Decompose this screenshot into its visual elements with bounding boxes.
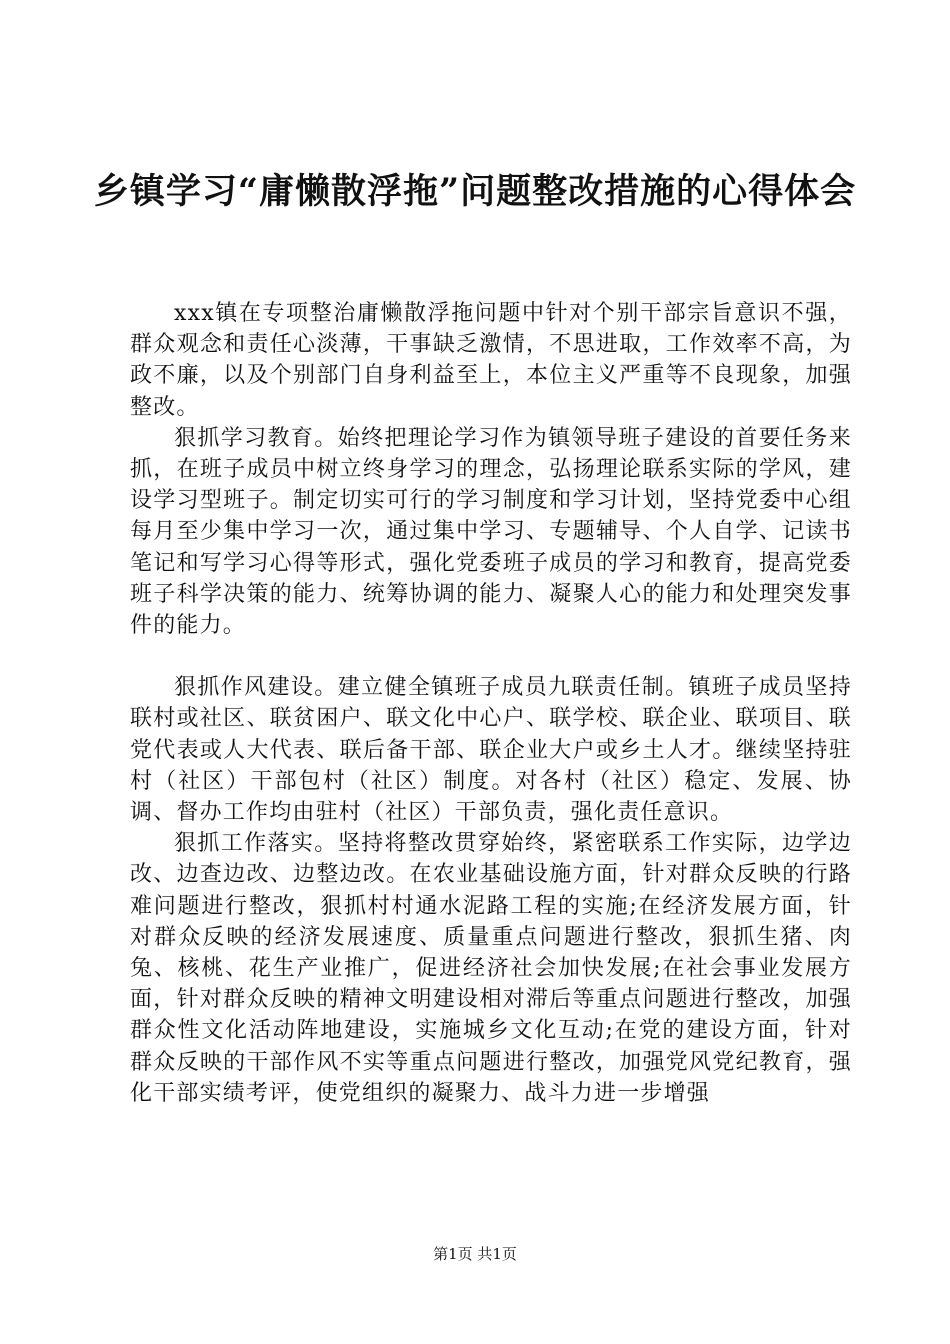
document-title: 乡镇学习“庸懒散浮拖”问题整改措施的心得体会 <box>93 171 857 212</box>
paragraph-study-education: 狠抓学习教育。始终把理论学习作为镇领导班子建设的首要任务来抓，在班子成员中树立终身学习的理念，弘扬理论联系实际的学风，建设学习型班子。制定切实可行的学习制度和学习计划，坚持党委中心组每月至少集中学习一次，通过集中学习、专题辅导、个人自学、记读书笔记和写学习心得等形式，强化党委班子成员的学习和教育，提高党委班子科学决策的能力、统筹协调的能力、凝聚人心的能力和处理突发事件的能力。 <box>130 425 852 639</box>
paragraph-work-style: 狠抓作风建设。建立健全镇班子成员九联责任制。镇班子成员坚持联村或社区、联贫困户、联文化中心户、联学校、联企业、联项目、联党代表或人大代表、联后备干部、联企业大户或乡土人才。继续坚持驻村（社区）干部包村（社区）制度。对各村（社区）稳定、发展、协调、督办工作均由驻村（社区）干部负责，强化责任意识。 <box>130 675 852 826</box>
paragraph-intro: xxx镇在专项整治庸懒散浮拖问题中针对个别干部宗旨意识不强，群众观念和责任心淡薄，干事缺乏激情，不思进取，工作效率不高，为政不廉，以及个别部门自身利益至上，本位主义严重等不良现象，加强整改。 <box>130 301 852 420</box>
page-number-footer: 第1页 共1页 <box>433 1245 517 1263</box>
document-body <box>130 298 852 1109</box>
paragraph-spacer <box>130 641 852 672</box>
paragraph-implementation: 狠抓工作落实。坚持将整改贯穿始终，紧密联系工作实际，边学边改、边查边改、边整边改。在农业基础设施方面，针对群众反映的行路难问题进行整改，狠抓村村通水泥路工程的实施;在经济发展方面，针对群众反映的经济发展速度、质量重点问题进行整改，狠抓生猪、肉兔、核桃、花生产业推广，促进经济社会加快发展;在社会事业发展方面，针对群众反映的精神文明建设相对滞后等重点问题进行整改，加强群众性文化活动阵地建设，实施城乡文化互动;在党的建设方面，针对群众反映的干部作风不实等重点问题进行整改，加强党风党纪教育，强化干部实绩考评，使党组织的凝聚力、战斗力进一步增强 <box>130 831 852 1106</box>
